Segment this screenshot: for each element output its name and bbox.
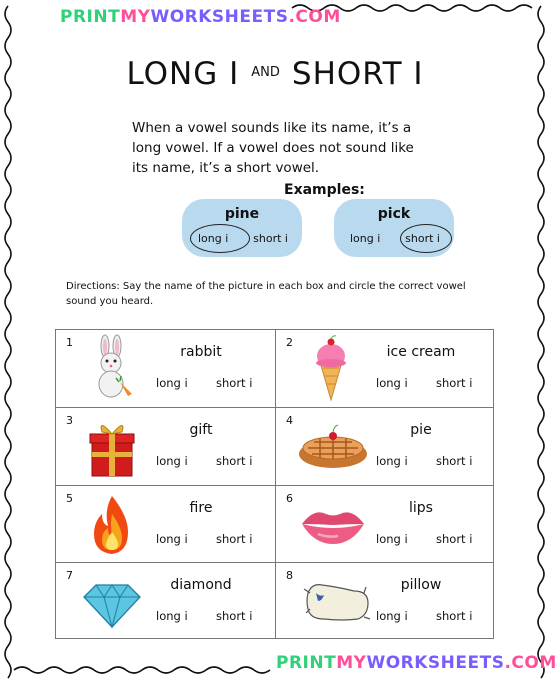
exercise-cell [56, 563, 275, 640]
brand-logo-bottom [276, 653, 557, 673]
example-option-long: long i [198, 232, 229, 245]
item-word: lips [409, 500, 433, 516]
exercise-cell [56, 408, 275, 485]
option-short-i[interactable]: short i [436, 532, 473, 546]
exercise-grid [55, 329, 494, 639]
option-short-i[interactable]: short i [216, 454, 253, 468]
item-number: 2 [286, 336, 293, 349]
option-long-i[interactable]: long i [156, 609, 188, 623]
item-word: rabbit [180, 344, 222, 360]
item-number: 3 [66, 414, 73, 427]
example-word: pine [224, 206, 260, 222]
intro-text: When a vowel sounds like its name, it’s a long vowel. If a vowel does not sound like its name, it’s a short vowel. [132, 120, 414, 176]
left-zigzag-border [5, 6, 11, 678]
item-word: gift [189, 422, 213, 438]
brand-part-my: MY [336, 653, 367, 673]
example-card-pine [182, 199, 302, 257]
item-word: diamond [170, 577, 232, 593]
option-long-i[interactable]: long i [376, 376, 408, 390]
exercise-cell [276, 563, 495, 640]
option-short-i[interactable]: short i [216, 532, 253, 546]
brand-part-my: MY [120, 7, 151, 27]
option-short-i[interactable]: short i [216, 609, 253, 623]
option-short-i[interactable]: short i [436, 609, 473, 623]
option-short-i[interactable]: short i [436, 454, 473, 468]
example-word: pick [377, 206, 411, 222]
brand-part-print: PRINT [60, 7, 121, 27]
item-number: 1 [66, 336, 73, 349]
exercise-cell [276, 408, 495, 485]
item-word: pie [410, 422, 432, 438]
right-zigzag-border [538, 6, 544, 678]
item-word: ice cream [386, 344, 456, 360]
option-long-i[interactable]: long i [156, 376, 188, 390]
exercise-cell [276, 330, 495, 407]
title-and: AND [251, 65, 280, 80]
example-option-long: long i [350, 232, 381, 245]
item-number: 8 [286, 569, 293, 582]
item-number: 6 [286, 492, 293, 505]
brand-logo-top [60, 7, 341, 27]
exercise-cell [276, 486, 495, 563]
brand-part-com: .COM [504, 653, 557, 673]
option-long-i[interactable]: long i [376, 532, 408, 546]
item-number: 5 [66, 492, 73, 505]
option-short-i[interactable]: short i [436, 376, 473, 390]
example-option-short: short i [253, 232, 288, 245]
bottom-zigzag-border [14, 667, 270, 673]
exercise-cell [56, 486, 275, 563]
option-long-i[interactable]: long i [376, 609, 408, 623]
examples-label: Examples: [284, 182, 365, 198]
brand-part-print: PRINT [276, 653, 337, 673]
item-number: 7 [66, 569, 73, 582]
page-title [0, 56, 550, 92]
option-long-i[interactable]: long i [156, 532, 188, 546]
option-long-i[interactable]: long i [376, 454, 408, 468]
option-long-i[interactable]: long i [156, 454, 188, 468]
title-short-i: SHORT I [291, 56, 424, 92]
example-option-short: short i [405, 232, 440, 245]
exercise-cell [56, 330, 275, 407]
title-long-i: LONG I [126, 56, 240, 92]
item-word: pillow [400, 577, 442, 593]
directions-text: Directions: Say the name of the picture in each box and circle the correct vowel sound you heard. [66, 281, 466, 307]
option-short-i[interactable]: short i [216, 376, 253, 390]
item-word: fire [189, 500, 213, 516]
example-card-pick [334, 199, 454, 257]
brand-part-com: .COM [288, 7, 341, 27]
item-number: 4 [286, 414, 293, 427]
brand-part-worksheets: WORKSHEETS [366, 653, 505, 673]
brand-part-worksheets: WORKSHEETS [150, 7, 289, 27]
